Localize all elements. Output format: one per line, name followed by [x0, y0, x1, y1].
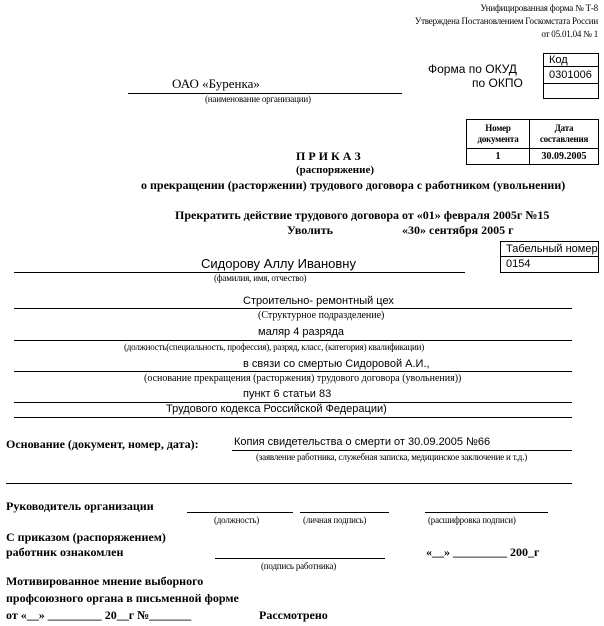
department-caption: (Структурное подразделение): [258, 310, 385, 321]
doc-number-header-l2: документа: [477, 134, 519, 144]
code-header-cell: [543, 53, 599, 67]
dismissal-reason: в связи со смертью Сидоровой А.И.,: [243, 358, 430, 370]
department-line: [14, 308, 572, 309]
law-article: пункт 6 статьи 83: [243, 388, 332, 400]
position-caption-small: (должность): [214, 515, 260, 525]
labor-code-line: [14, 417, 572, 418]
doc-number-header: [467, 120, 530, 149]
doc-number: 1: [467, 149, 530, 165]
reviewed-label: Рассмотрено: [259, 608, 328, 622]
basis-extra-line: [6, 483, 572, 484]
tab-number: 0154: [506, 258, 531, 270]
dismiss-label: Уволить: [287, 223, 333, 237]
doc-date-header-l2: составления: [539, 134, 589, 144]
position: маляр 4 разряда: [258, 326, 345, 338]
org-name: ОАО «Буренка»: [172, 76, 260, 91]
employee-signature-line[interactable]: [215, 558, 385, 559]
basis-label: Основание (документ, номер, дата):: [6, 437, 199, 451]
union-line-3: от «__» _________ 20__г №_______: [6, 608, 192, 622]
dismissal-reason-caption: (основание прекращения (расторжения) трудового договора (увольнения)): [144, 373, 462, 384]
head-position-line[interactable]: [187, 512, 293, 513]
union-line-1: Мотивированное мнение выборного: [6, 574, 204, 588]
doc-number-header-l1: Номер: [485, 123, 511, 133]
basis-caption: (заявление работника, служебная записка, медицинское заключение и т.д.): [256, 452, 528, 462]
code-header: Код: [549, 54, 568, 66]
basis-value-line: [232, 450, 572, 451]
basis-value: Копия свидетельства о смерти от 30.09.2005 №66: [234, 436, 491, 448]
okpo-label: по ОКПО: [472, 76, 523, 90]
tab-number-cell: [500, 256, 599, 273]
signature-caption: (личная подпись): [303, 515, 367, 525]
doc-number-table: [466, 119, 599, 165]
doc-date: 30.09.2005: [530, 149, 599, 165]
order-description: о прекращении (расторжении) трудового договора с работником (увольнении): [141, 178, 566, 192]
doc-date-header-l1: Дата: [554, 123, 574, 133]
okud-label: Форма по ОКУД: [428, 62, 517, 76]
head-decode-line[interactable]: [425, 512, 548, 513]
doc-date-header: [530, 120, 599, 149]
okud-code-cell: [543, 66, 599, 84]
approved-line: Утверждена Постановлением Госкомстата России: [414, 16, 598, 26]
union-line-2: профсоюзного органа в письменной форме: [6, 591, 239, 605]
tab-number-label-cell: [500, 241, 599, 257]
dismiss-date: «30» сентября 2005 г: [402, 223, 514, 237]
org-caption: (наименование организации): [205, 94, 311, 104]
form-number-line: Унифицированная форма № Т-8: [480, 3, 598, 13]
okpo-code-cell: [543, 83, 599, 99]
department: Строительно- ремонтный цех: [243, 295, 394, 307]
position-caption: (должность(специальность, профессия), разряд, класс, (категория) квалификации): [124, 342, 425, 352]
labor-code: Трудового кодекса Российской Федерации): [166, 403, 387, 415]
terminate-contract-line: Прекратить действие трудового договора от «01» февраля 2005г №15: [175, 208, 550, 222]
ack-line-2: работник ознакомлен: [6, 545, 124, 559]
order-title: П Р И К А З: [296, 149, 361, 163]
ack-date-blank: «__» _________ 200_г: [426, 545, 540, 559]
head-label: Руководитель организации: [6, 499, 154, 513]
employee-signature-caption: (подпись работника): [261, 561, 337, 571]
okud-code: 0301006: [549, 69, 592, 81]
employee-name: Сидорову Аллу Ивановну: [201, 256, 356, 271]
position-line: [14, 340, 572, 341]
decode-caption: (расшифровка подписи): [428, 515, 516, 525]
employee-name-caption: (фамилия, имя, отчество): [214, 273, 307, 283]
ack-line-1: С приказом (распоряжением): [6, 530, 166, 544]
head-signature-line[interactable]: [300, 512, 389, 513]
approval-date-line: от 05.01.04 № 1: [541, 29, 598, 39]
order-subtitle: (распоряжение): [296, 164, 375, 176]
dismissal-reason-line: [14, 371, 572, 372]
tab-number-label: Табельный номер: [506, 243, 598, 255]
